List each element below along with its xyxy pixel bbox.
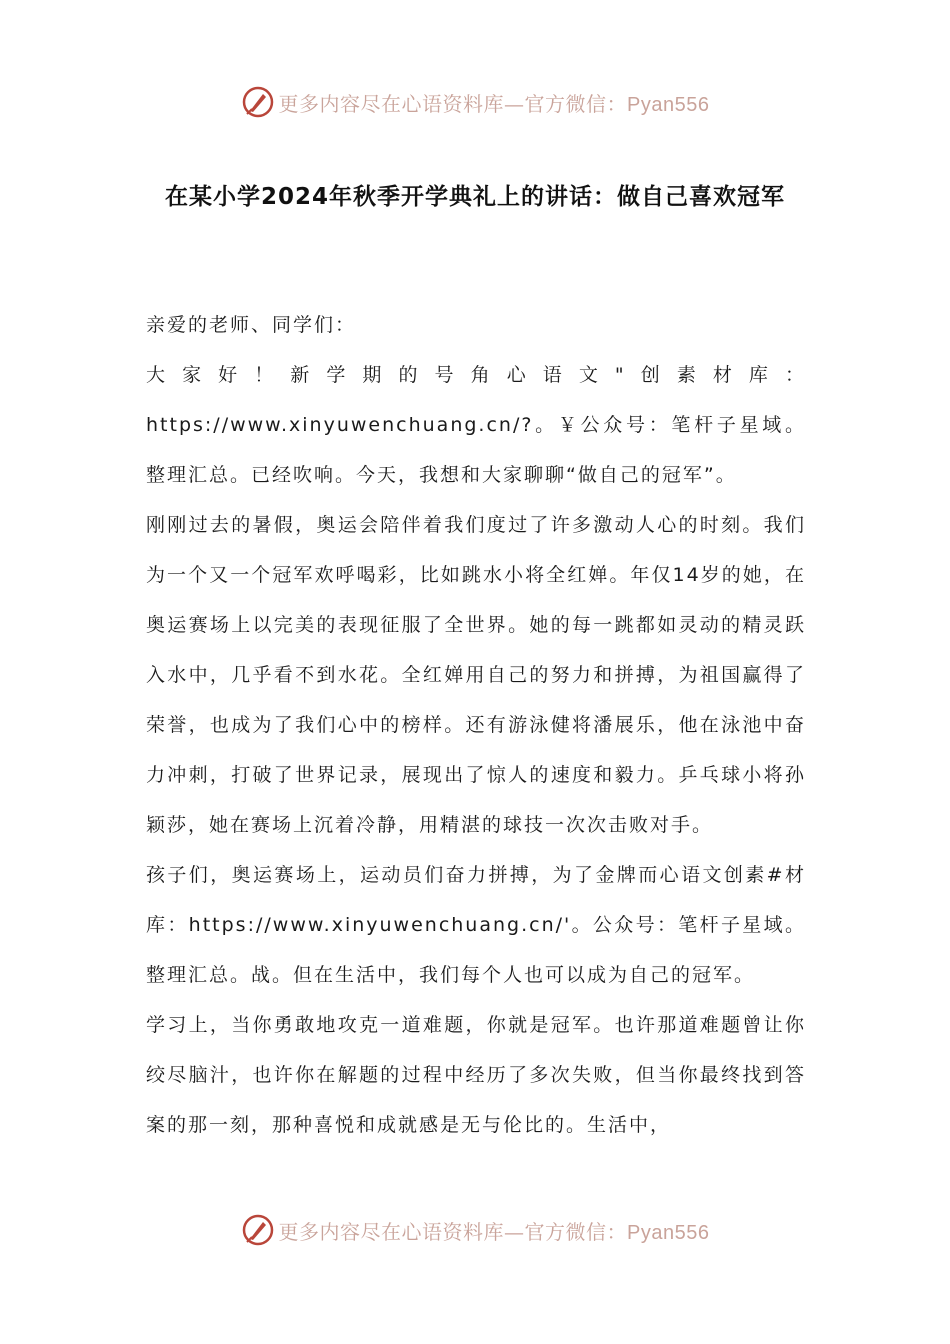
paragraph-olympics: 刚刚过去的暑假，奥运会陪伴着我们度过了许多激动人心的时刻。我们为一个又一个冠军欢呼喝彩，比如跳水小将全红婵。年仅14岁的她，在奥运赛场上以完美的表现征服了全世界。她的每一跳都如灵动的精灵跃入水中，几乎看不到水花。全红婵用自己的努力和拼搏，为祖国赢得了荣誉，也成为了我们心中的榜样。还有游泳健将潘展乐，他在泳池中奋力冲刺，打破了世界记录，展现出了惊人的速度和毅力。乒乓球小将孙颖莎，她在赛场上沉着冷静，用精湛的球技一次次击败对手。 bbox=[146, 514, 806, 836]
paragraph-intro: 大家好！新学期的号角心语文"创素材库：https://www.xinyuwenchuang.cn/?。￥公众号：笔杆子星域。整理汇总。已经吹响。今天，我想和大家聊聊“做自己的冠军”。 bbox=[146, 364, 806, 486]
banner-text: 更多内容尽在心语资料库—官方微信：Pyan556 bbox=[278, 91, 710, 116]
document-title: 在某小学2024年秋季开学典礼上的讲话：做自己喜欢冠军 bbox=[164, 184, 785, 210]
document-body bbox=[146, 300, 806, 1150]
footer-banner bbox=[0, 1208, 950, 1252]
paragraph-greeting: 亲爱的老师、同学们： bbox=[146, 314, 357, 336]
banner-text: 更多内容尽在心语资料库—官方微信：Pyan556 bbox=[278, 1219, 710, 1244]
quill-logo-icon bbox=[241, 85, 275, 119]
header-banner bbox=[0, 80, 950, 124]
quill-logo-icon bbox=[241, 1213, 275, 1247]
paragraph-study: 学习上，当你勇敢地攻克一道难题，你就是冠军。也许那道难题曾让你绞尽脑汁，也许你在解题的过程中经历了多次失败，但当你最终找到答案的那一刻，那种喜悦和成就感是无与伦比的。生活中， bbox=[146, 1014, 806, 1136]
paragraph-children: 孩子们，奥运赛场上，运动员们奋力拼搏，为了金牌而心语文创素#材库：https://www.xinyuwenchuang.cn/'。公众号：笔杆子星域。整理汇总。战。但在生活中，我们每个人也可以成为自己的冠军。 bbox=[146, 864, 806, 986]
